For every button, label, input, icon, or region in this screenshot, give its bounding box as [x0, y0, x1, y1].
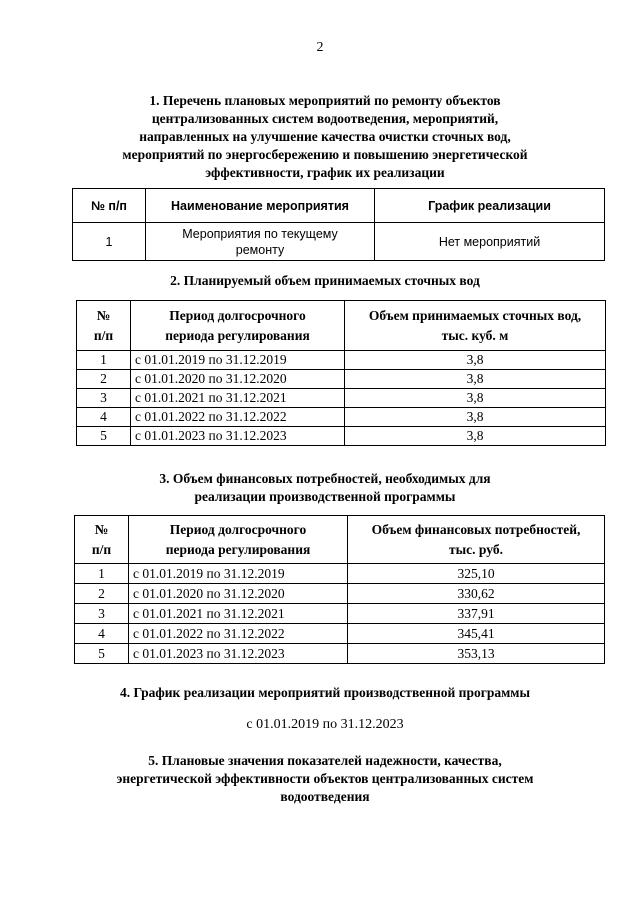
row-period: с 01.01.2020 по 31.12.2020 — [129, 584, 348, 604]
section1-title-line: централизованных систем водоотведения, мероприятий, — [151, 111, 499, 126]
row-period: с 01.01.2020 по 31.12.2020 — [131, 370, 345, 389]
financial-needs-table — [74, 515, 605, 664]
section1-title-line: направленных на улучшение качества очистки сточных вод, — [139, 129, 511, 144]
header-volume-line: Объем принимаемых сточных вод, — [368, 307, 582, 323]
section5-title-line: 5. Плановые значения показателей надежности, качества, — [148, 753, 502, 768]
row-schedule: Нет мероприятий — [375, 223, 605, 261]
row-volume: 3,8 — [345, 389, 606, 408]
header-volume — [345, 301, 606, 351]
row-num: 3 — [77, 389, 131, 408]
table-row — [75, 644, 605, 664]
row-num: 1 — [77, 351, 131, 370]
section3-title-line: реализации производственной программы — [194, 489, 456, 504]
header-period-line: периода регулирования — [165, 541, 311, 557]
header-period-line: Период долгосрочного — [169, 307, 306, 323]
row-financial-value: 325,10 — [348, 564, 605, 584]
section4-period: с 01.01.2019 по 31.12.2023 — [246, 717, 404, 732]
header-period — [131, 301, 345, 351]
header-num-line: п/п — [93, 327, 114, 343]
table-row — [75, 624, 605, 644]
row-num: 3 — [75, 604, 129, 624]
table-row — [77, 408, 606, 427]
row-volume: 3,8 — [345, 408, 606, 427]
table-row — [75, 564, 605, 584]
row-period: с 01.01.2022 по 31.12.2022 — [131, 408, 345, 427]
measure-name-line: Мероприятия по текущему — [182, 226, 338, 241]
row-period: с 01.01.2021 по 31.12.2021 — [129, 604, 348, 624]
page-number: 2 — [316, 40, 324, 55]
row-num: 5 — [77, 427, 131, 446]
section3-title — [95, 470, 555, 506]
header-num-line: № — [96, 307, 111, 323]
section5-title — [60, 752, 590, 806]
header-financial-needs — [348, 516, 605, 564]
row-num: 2 — [75, 584, 129, 604]
measures-table — [72, 188, 605, 261]
row-volume: 3,8 — [345, 370, 606, 389]
row-period: с 01.01.2019 по 31.12.2019 — [129, 564, 348, 584]
section1-title-line: эффективности, график их реализации — [205, 165, 445, 180]
section1-title — [95, 92, 555, 182]
section4-title: 4. График реализации мероприятий производственной программы — [119, 685, 531, 700]
row-num: 4 — [77, 408, 131, 427]
row-num: 4 — [75, 624, 129, 644]
header-num: № п/п — [73, 189, 146, 223]
row-financial-value: 353,13 — [348, 644, 605, 664]
measure-name-line: ремонту — [235, 242, 285, 257]
table-row — [77, 370, 606, 389]
table-row — [73, 223, 605, 261]
row-volume: 3,8 — [345, 351, 606, 370]
row-num: 5 — [75, 644, 129, 664]
row-num: 1 — [73, 223, 146, 261]
table-row — [77, 351, 606, 370]
header-schedule: График реализации — [375, 189, 605, 223]
row-num: 1 — [75, 564, 129, 584]
section2-title: 2. Планируемый объем принимаемых сточных вод — [170, 273, 480, 288]
section1-title-line: мероприятий по энергосбережению и повышению энергетической — [122, 147, 528, 162]
header-num-line: п/п — [91, 541, 112, 557]
section5-title-line: энергетической эффективности объектов централизованных систем — [116, 771, 534, 786]
row-financial-value: 330,62 — [348, 584, 605, 604]
row-period: с 01.01.2019 по 31.12.2019 — [131, 351, 345, 370]
header-measure-name: Наименование мероприятия — [146, 189, 375, 223]
header-num — [77, 301, 131, 351]
header-period — [129, 516, 348, 564]
header-num — [75, 516, 129, 564]
table-row — [75, 604, 605, 624]
section3-title-line: 3. Объем финансовых потребностей, необходимых для — [159, 471, 491, 486]
header-period-line: периода регулирования — [165, 327, 310, 343]
header-financial-line: тыс. руб. — [449, 541, 503, 557]
header-financial-line: Объем финансовых потребностей, — [371, 521, 581, 537]
row-num: 2 — [77, 370, 131, 389]
table-row — [77, 389, 606, 408]
row-period: с 01.01.2023 по 31.12.2023 — [131, 427, 345, 446]
row-period: с 01.01.2021 по 31.12.2021 — [131, 389, 345, 408]
section1-title-line: 1. Перечень плановых мероприятий по ремонту объектов — [149, 93, 501, 108]
header-num-line: № — [94, 521, 109, 537]
row-financial-value: 345,41 — [348, 624, 605, 644]
header-period-line: Период долгосрочного — [169, 521, 307, 537]
header-volume-line: тыс. куб. м — [441, 327, 509, 343]
row-measure-name — [146, 223, 375, 261]
section5-title-line: водоотведения — [280, 789, 370, 804]
row-period: с 01.01.2023 по 31.12.2023 — [129, 644, 348, 664]
table-row — [75, 584, 605, 604]
row-financial-value: 337,91 — [348, 604, 605, 624]
row-volume: 3,8 — [345, 427, 606, 446]
table-row — [77, 427, 606, 446]
wastewater-volume-table — [76, 300, 606, 446]
row-period: с 01.01.2022 по 31.12.2022 — [129, 624, 348, 644]
